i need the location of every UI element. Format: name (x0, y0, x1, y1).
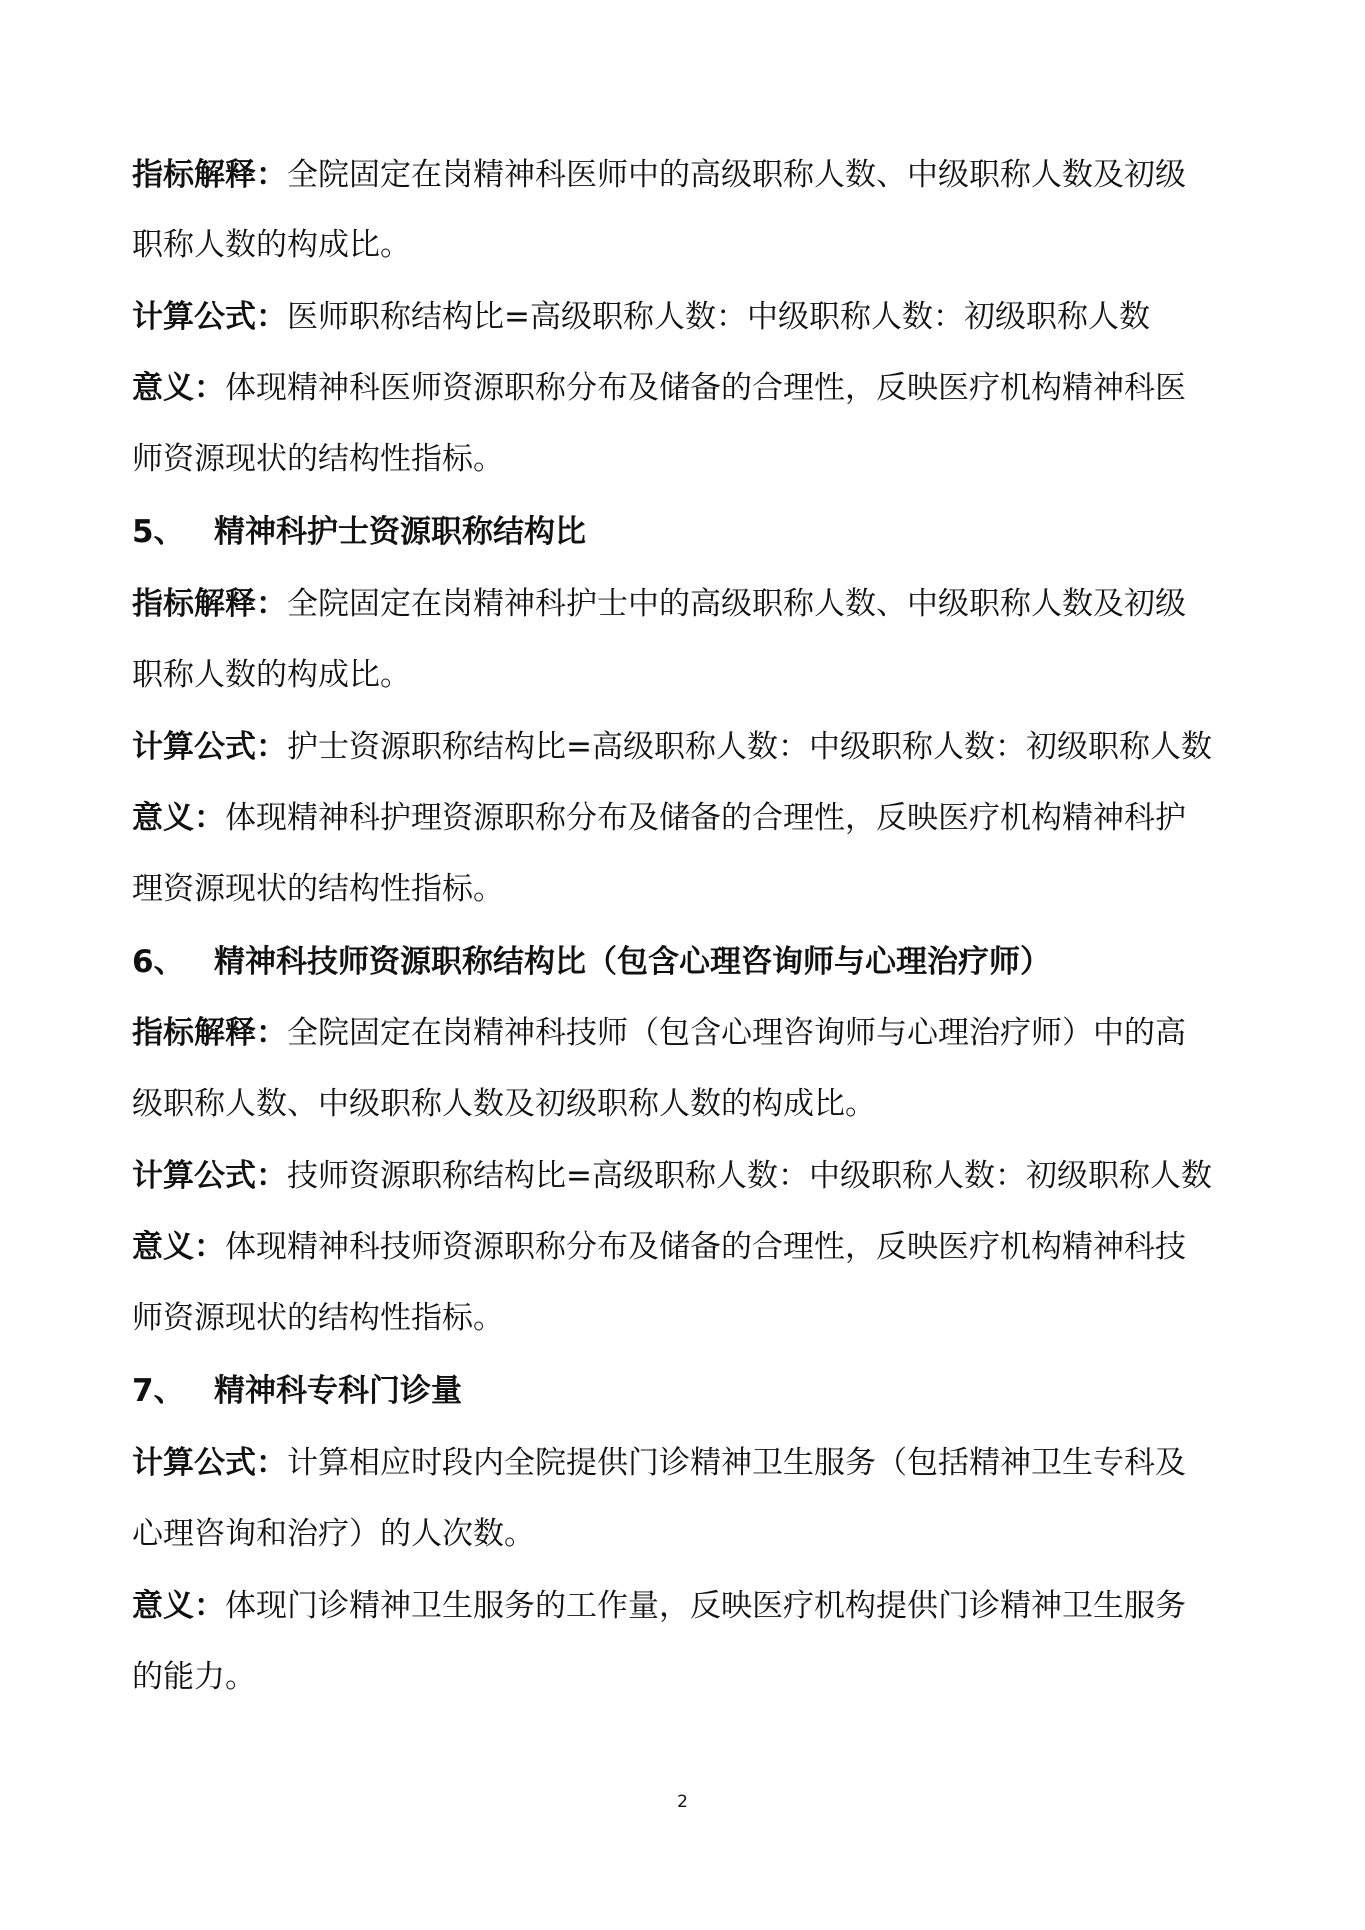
s6-heading (132, 941, 1051, 983)
s6-title: 精神科技师资源职称结构比（包含心理咨询师与心理治疗师） (214, 944, 1051, 980)
s5-meaning-cont: 理资源现状的结构性指标。 (132, 871, 504, 907)
s5-definition-label: 指标解释： (132, 586, 287, 622)
s6-formula-text: 技师资源职称结构比=高级职称人数：中级职称人数：初级职称人数 (287, 1158, 1212, 1194)
s4-meaning-text: 体现精神科医师资源职称分布及储备的合理性，反映医疗机构精神科医 (225, 370, 1186, 406)
s7-title: 精神科专科门诊量 (214, 1373, 462, 1409)
s7-meaning (132, 1585, 1186, 1627)
s4-formula-text: 医师职称结构比=高级职称人数：中级职称人数：初级职称人数 (287, 299, 1150, 335)
s6-definition-label: 指标解释： (132, 1015, 287, 1051)
s6-formula-label: 计算公式： (132, 1158, 287, 1194)
s6-meaning-cont: 师资源现状的结构性指标。 (132, 1300, 504, 1336)
s5-number: 5、 (132, 514, 185, 550)
s5-definition (132, 583, 1186, 625)
s6-definition-cont: 级职称人数、中级职称人数及初级职称人数的构成比。 (132, 1086, 876, 1122)
s4-meaning-cont: 师资源现状的结构性指标。 (132, 441, 504, 477)
s4-meaning (132, 367, 1186, 409)
s6-definition-text: 全院固定在岗精神科技师（包含心理咨询师与心理治疗师）中的高 (287, 1015, 1186, 1051)
s4-definition (132, 154, 1186, 196)
s6-formula (132, 1155, 1212, 1197)
s6-meaning-text: 体现精神科技师资源职称分布及储备的合理性，反映医疗机构精神科技 (225, 1229, 1186, 1265)
s4-formula (132, 296, 1150, 338)
s4-definition-label: 指标解释： (132, 157, 287, 193)
s7-heading (132, 1370, 462, 1412)
s5-meaning-label: 意义： (132, 800, 225, 836)
s5-meaning (132, 797, 1186, 839)
s6-meaning (132, 1226, 1186, 1268)
s4-definition-cont: 职称人数的构成比。 (132, 227, 411, 263)
s7-formula-label: 计算公式： (132, 1445, 287, 1481)
s5-title: 精神科护士资源职称结构比 (214, 514, 586, 550)
s4-formula-label: 计算公式： (132, 299, 287, 335)
s5-meaning-text: 体现精神科护理资源职称分布及储备的合理性，反映医疗机构精神科护 (225, 800, 1186, 836)
s5-heading (132, 511, 586, 553)
s7-formula-cont: 心理咨询和治疗）的人次数。 (132, 1516, 535, 1552)
s6-number: 6、 (132, 944, 185, 980)
s7-formula-text: 计算相应时段内全院提供门诊精神卫生服务（包括精神卫生专科及 (287, 1445, 1186, 1481)
s7-meaning-cont: 的能力。 (132, 1659, 256, 1695)
s5-formula-text: 护士资源职称结构比=高级职称人数：中级职称人数：初级职称人数 (287, 729, 1212, 765)
s7-meaning-label: 意义： (132, 1588, 225, 1624)
s4-meaning-label: 意义： (132, 370, 225, 406)
s6-definition (132, 1012, 1186, 1054)
s6-meaning-label: 意义： (132, 1229, 225, 1265)
s7-meaning-text: 体现门诊精神卫生服务的工作量，反映医疗机构提供门诊精神卫生服务 (225, 1588, 1186, 1624)
s5-formula-label: 计算公式： (132, 729, 287, 765)
page-number: 2 (677, 1792, 688, 1812)
s7-formula (132, 1442, 1186, 1484)
s5-formula (132, 726, 1212, 768)
s4-definition-text: 全院固定在岗精神科医师中的高级职称人数、中级职称人数及初级 (287, 157, 1186, 193)
s7-number: 7、 (132, 1373, 185, 1409)
s5-definition-text: 全院固定在岗精神科护士中的高级职称人数、中级职称人数及初级 (287, 586, 1186, 622)
s5-definition-cont: 职称人数的构成比。 (132, 657, 411, 693)
